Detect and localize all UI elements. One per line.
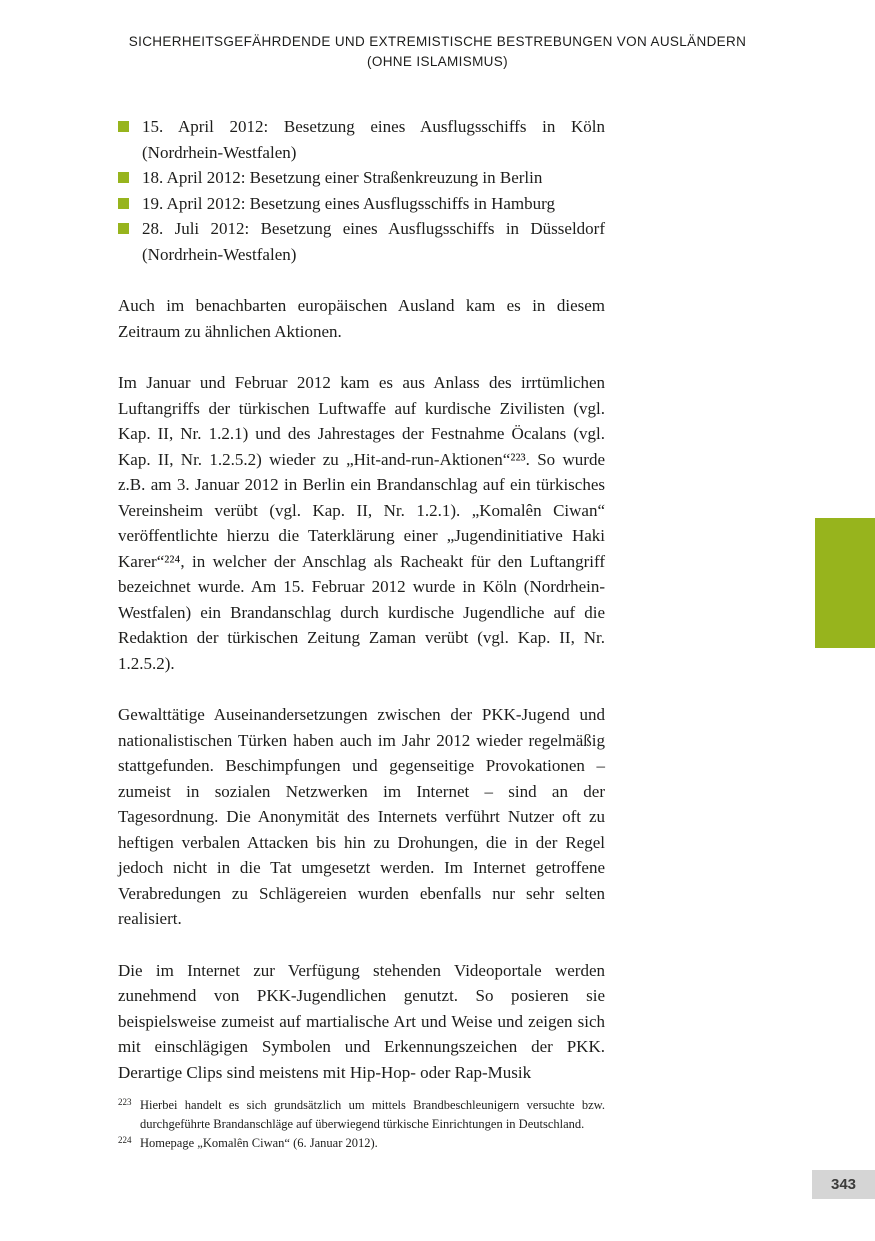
- page-number: 343: [830, 1176, 857, 1193]
- list-item-text: 15. April 2012: Besetzung eines Ausflugsschiffs in Köln (Nordrhein-Westfalen): [142, 117, 605, 162]
- list-item-text: 19. April 2012: Besetzung eines Ausflugsschiffs in Hamburg: [142, 193, 556, 213]
- list-item: [118, 165, 605, 191]
- running-header-line2: (OHNE ISLAMISMUS): [367, 54, 508, 69]
- page-number-badge: [812, 1170, 875, 1199]
- footnote-marker: 224: [118, 1135, 132, 1145]
- footnote-text: Homepage „Komalên Ciwan“ (6. Januar 2012).: [140, 1136, 378, 1150]
- list-item-text: 18. April 2012: Besetzung einer Straßenkreuzung in Berlin: [142, 168, 543, 187]
- body-paragraph: Im Januar und Februar 2012 kam es aus Anlass des irrtümlichen Luftangriffs der türkischen Luftwaffe auf kurdische Zivilisten (vgl. Kap. II, Nr. 1.2.1) und des Jahrestages der Festnahme Öcalans (vgl. Kap. II, Nr. 1.2.5.2) wieder zu „Hit-and-run-Aktionen“²²³. So wurde z.B. am 3. Januar 2012 in Berlin ein Brandanschlag auf ein türkisches Vereinsheim verübt (vgl. Kap. II, Nr. 1.2.1). „Komalên Ciwan“ veröffentlichte hierzu die Taterklärung einer „Jugendinitiative Haki Karer“²²⁴, in welcher der Anschlag als Racheakt für den Luftangriff bezeichnet wurde. Am 15. Februar 2012 wurde in Köln (Nordrhein-Westfalen) ein Brandanschlag durch kurdische Jugendliche auf die Redaktion der türkischen Zeitung Zaman verübt (vgl. Kap. II, Nr. 1.2.5.2).: [118, 373, 605, 673]
- body-paragraph: Die im Internet zur Verfügung stehenden Videoportale werden zunehmend von PKK-Jugendlichen genutzt. So posieren sie beispielsweise zumeist auf martialische Art und Weise und zeigen sich mit einschlägigen Symbolen und Erkennungszeichen der PKK. Derartige Clips sind meistens mit Hip-Hop- oder Rap-Musik: [118, 960, 605, 1082]
- bullet-square-icon: [118, 121, 142, 132]
- running-header-line1: SICHERHEITSGEFÄHRDENDE UND EXTREMISTISCHE BESTREBUNGEN VON AUSLÄNDERN: [128, 34, 747, 49]
- footnote-marker: 223: [118, 1097, 132, 1107]
- footnote-text: Hierbei handelt es sich grundsätzlich um mittels Brandbeschleunigern versuchte bzw. durchgeführte Brandanschläge auf überwiegend türkische Einrichtungen in Deutschland.: [140, 1098, 605, 1131]
- list-item: [118, 216, 605, 267]
- list-item: [118, 191, 605, 217]
- bullet-square-icon: [118, 172, 142, 183]
- body-paragraph: Auch im benachbarten europäischen Ausland kam es in diesem Zeitraum zu ähnlichen Aktionen.: [118, 296, 605, 341]
- bullet-square-icon: [118, 223, 142, 234]
- running-header: [90, 32, 785, 72]
- bullet-list: [118, 114, 605, 267]
- list-item: [118, 114, 605, 165]
- footnotes-section: [118, 1096, 605, 1153]
- footnote: [118, 1134, 605, 1153]
- footnote: [118, 1096, 605, 1134]
- body-paragraph: Gewalttätige Auseinandersetzungen zwischen der PKK-Jugend und nationalistischen Türken haben auch im Jahr 2012 wieder regelmäßig stattgefunden. Beschimpfungen und gegenseitige Provokationen – zumeist in sozialen Netzwerken im Internet – sind an der Tagesordnung. Die Anonymität des Internets verführt Nutzer oft zu heftigen verbalen Attacken bis hin zu Drohungen, die in der Regel jedoch nicht in die Tat umgesetzt werden. Im Internet getroffene Verabredungen zu Schlägereien wurden ebenfalls nur sehr selten realisiert.: [118, 705, 605, 928]
- page-body: [118, 114, 605, 1111]
- list-item-text: 28. Juli 2012: Besetzung eines Ausflugsschiffs in Düsseldorf (Nordrhein-Westfalen): [142, 219, 605, 264]
- bullet-square-icon: [118, 198, 142, 209]
- chapter-margin-tab: [815, 518, 875, 648]
